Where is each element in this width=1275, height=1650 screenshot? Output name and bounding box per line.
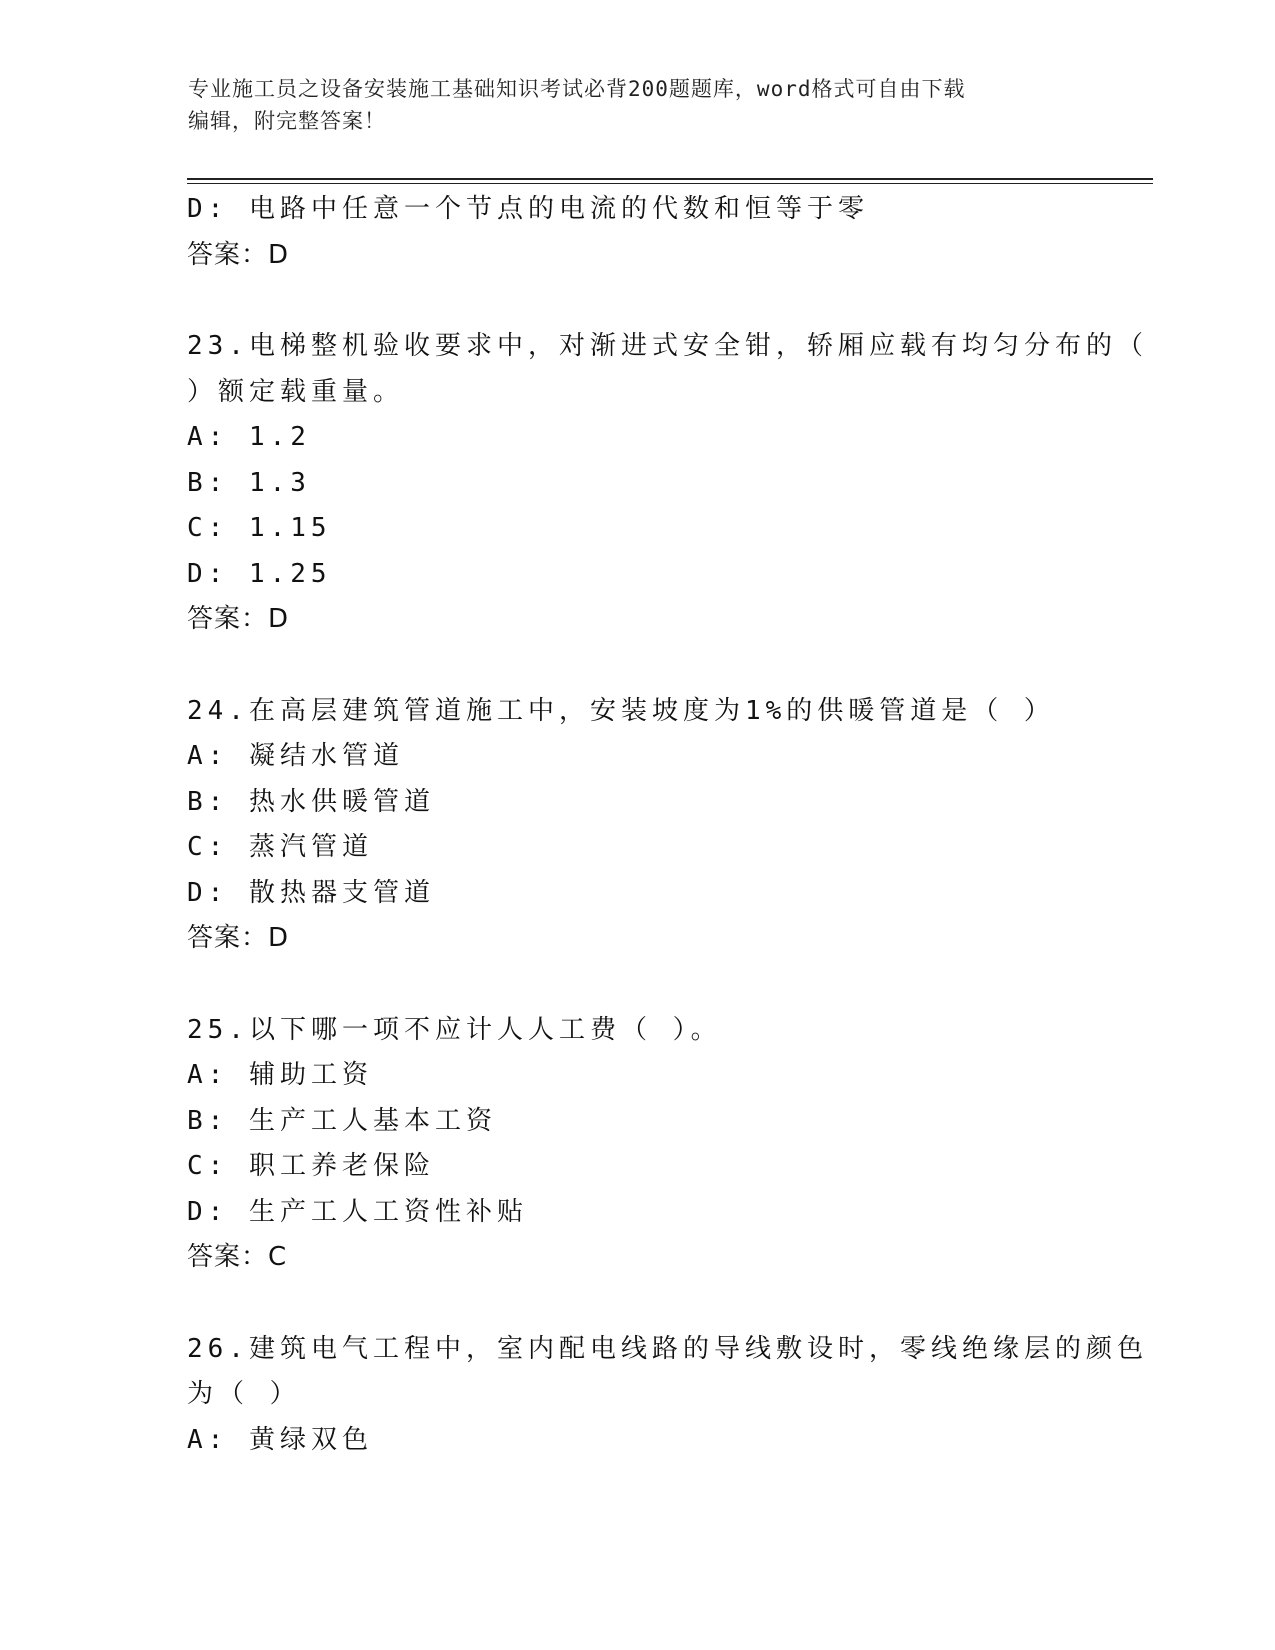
option-a: A: 黄绿双色 [187,1424,373,1455]
spacer [187,278,1087,324]
option-c: C: 蒸汽管道 [187,832,373,862]
answer-line: 答案：D [187,923,290,953]
question-stem-continued: 为（ ） [187,1379,301,1409]
option-c: C: 职工养老保险 [187,1151,435,1181]
page-header [188,73,1068,137]
question-list [187,187,1148,1463]
question-24 [187,689,1087,962]
answer-line: 答案：C [187,1242,288,1272]
option-b: B: 热水供暖管道 [187,786,435,817]
question-26 [187,1327,1148,1464]
spacer [187,643,1087,689]
header-divider-thin [187,183,1153,184]
question-25 [187,1008,1087,1281]
option-d: D: 生产工人工资性补贴 [187,1196,528,1227]
question-stem-continued: ）额定载重量。 [187,376,405,407]
option-d: D: 散热器支管道 [187,877,435,908]
option-b: B: 生产工人基本工资 [187,1105,497,1136]
option-a: A: 1.2 [187,422,311,452]
header-divider [187,178,1153,180]
option-c: C: 1.15 [187,513,332,543]
question-stem: 26.建筑电气工程中，室内配电线路的导线敷设时，零线绝缘层的颜色 [187,1333,1148,1364]
option-a: A: 凝结水管道 [187,741,404,771]
option-d: D: 电路中任意一个节点的电流的代数和恒等于零 [187,194,869,224]
option-b: B: 1.3 [187,467,311,498]
header-title-line-2: 编辑，附完整答案！ [188,109,386,133]
spacer [187,1281,1087,1327]
question-stem: 24.在高层建筑管道施工中，安装坡度为1%的供暖管道是（ ） [187,695,1055,726]
spacer [187,962,1087,1008]
header-title-line-1: 专业施工员之设备安装施工基础知识考试必背200题题库，word格式可自由下载 [188,77,966,101]
question-stem: 23.电梯整机验收要求中，对渐进式安全钳，轿厢应载有均匀分布的（ [187,331,1148,361]
answer-line: 答案：D [187,604,290,634]
option-d: D: 1.25 [187,558,332,589]
answer-line: 答案：D [187,239,290,270]
question-23 [187,324,1148,643]
question-stem: 25.以下哪一项不应计人人工费（ ）。 [187,1014,722,1045]
option-a: A: 辅助工资 [187,1060,373,1090]
